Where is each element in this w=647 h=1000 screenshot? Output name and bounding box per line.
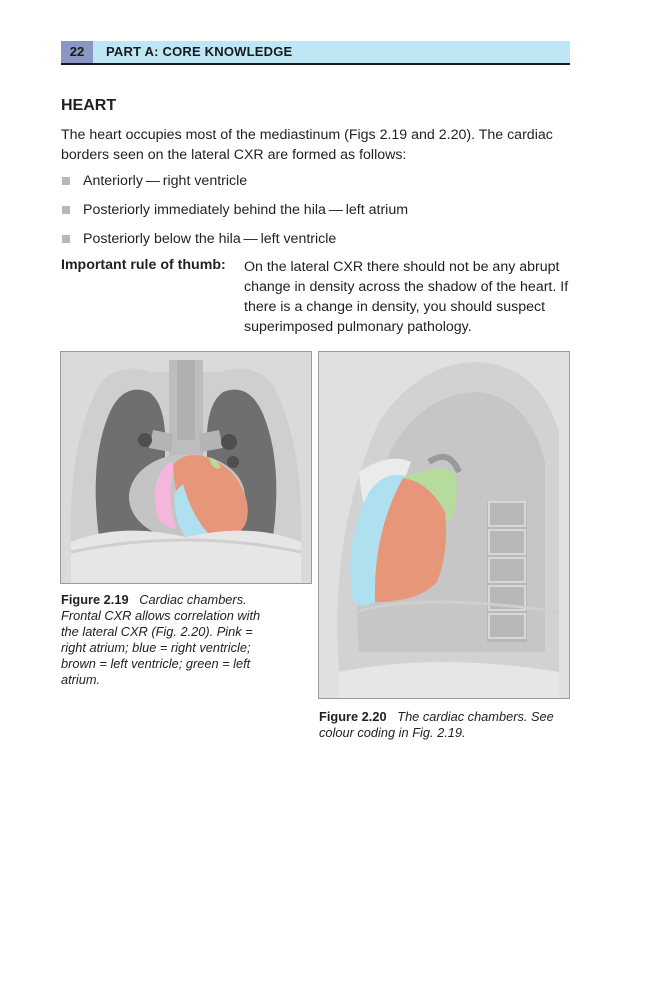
list-item <box>61 172 408 201</box>
caption-text: Cardiac chambers. Frontal CXR allows correlation with the lateral CXR (Fig. 2.20). Pink = right atrium; blue = right ventricle; brown = left ventricle; green = left atrium. <box>61 592 261 687</box>
caption-text: The cardiac chambers. See colour coding in Fig. 2.19. <box>319 709 554 740</box>
bullet-list <box>61 172 408 259</box>
intro-paragraph: The heart occupies most of the mediastinum (Figs 2.19 and 2.20). The cardiac borders seen on the lateral CXR are formed as follows: <box>61 127 553 163</box>
square-bullet-icon <box>62 235 70 243</box>
lateral-cxr-illustration <box>319 352 569 698</box>
figure-frontal-cxr <box>60 351 312 584</box>
bullet-text: Anteriorly — right ventricle <box>83 173 248 189</box>
page-number: 22 <box>61 41 93 63</box>
rule-of-thumb-label: Important rule of thumb: <box>61 257 226 273</box>
square-bullet-icon <box>62 206 70 214</box>
square-bullet-icon <box>62 177 70 185</box>
list-item <box>61 230 408 259</box>
running-header <box>61 41 570 65</box>
frontal-cxr-illustration <box>61 352 311 583</box>
rule-of-thumb-text: On the lateral CXR there should not be any abrupt change in density across the shadow of the heart. If there is a change in density, you should suspect superimposed pulmonary pathology. <box>244 259 569 335</box>
figure-lateral-cxr <box>318 351 570 699</box>
bullet-text: Posteriorly immediately behind the hila — left atrium <box>83 202 409 218</box>
section-title: HEART <box>61 97 117 114</box>
figure-2-19-caption <box>61 592 271 688</box>
figure-2-20-caption <box>319 709 564 741</box>
list-item <box>61 201 408 230</box>
figure-label: Figure 2.20 <box>319 709 387 724</box>
figure-label: Figure 2.19 <box>61 592 129 607</box>
bullet-text: Posteriorly below the hila — left ventricle <box>83 231 337 247</box>
running-title: PART A: CORE KNOWLEDGE <box>106 44 293 59</box>
